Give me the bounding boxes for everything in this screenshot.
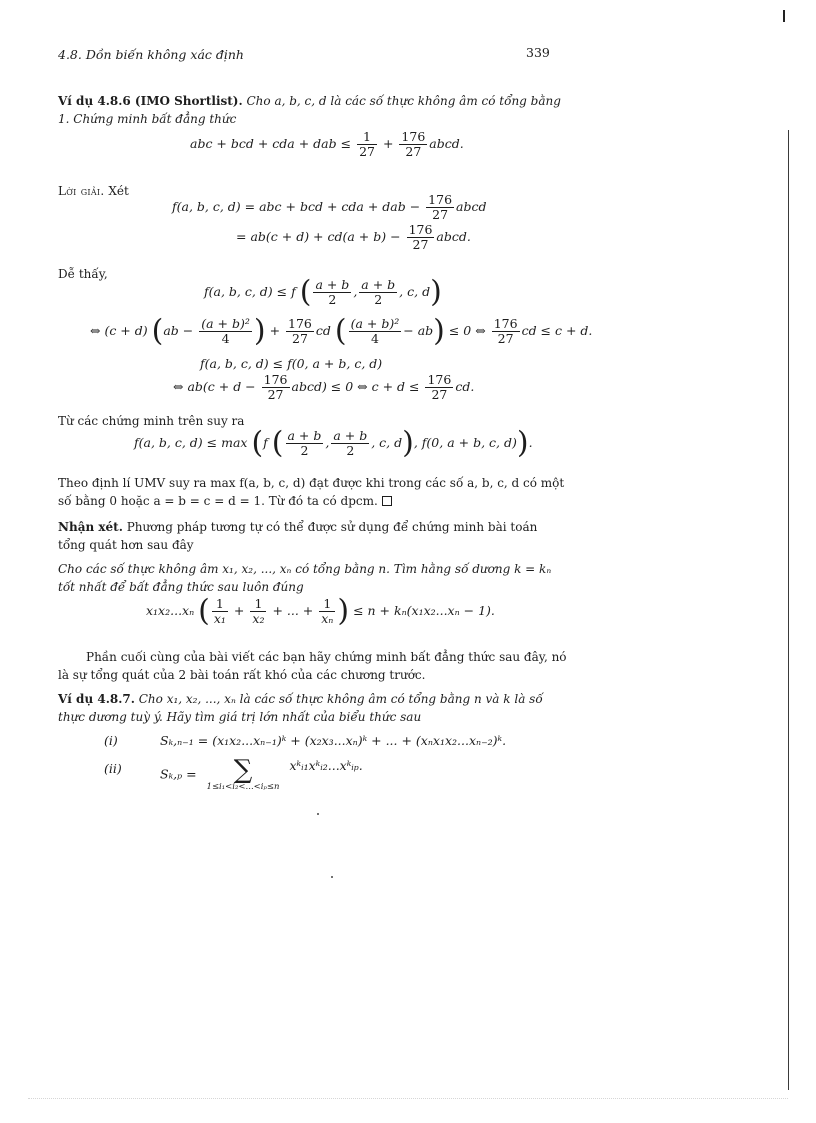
scan-speck: [317, 813, 319, 815]
general-inequality: x₁x₂...xₙ ( $\frac{1}{\text{x₁}}$ + $\frac{1}{\text{x₂}}$ + ... + $\frac{1}{\text{xₙ}}$ ) ≤ n + kₙ(x₁x₂...xₙ − 1).: [146, 593, 495, 629]
frac-den: 27: [405, 144, 422, 159]
frac-num: a + b: [287, 428, 322, 443]
remark-line1: Phương pháp tương tự có thể được sử dụng để chứng minh bài toán: [126, 520, 538, 534]
item-ii-lhs: Sₖ,ₚ =: [160, 766, 197, 782]
frac-num: 176: [401, 129, 426, 144]
solution-intro: [58, 183, 129, 200]
plus-sign: +: [269, 323, 281, 338]
f-def2-tail: abcd.: [436, 229, 471, 244]
frac-den: 2: [300, 443, 309, 458]
eqv1-zero: ≤ 0 ⇔: [448, 323, 486, 338]
frac-den: 27: [431, 387, 448, 402]
frac-den: x₁: [213, 611, 226, 626]
frac-num: a + b: [315, 277, 350, 292]
scan-speck: [331, 876, 333, 878]
eqv1-minus-ab: − ab: [403, 323, 434, 338]
example-486-line2: 1. Chứng minh bất đẳng thức: [58, 112, 237, 126]
plus-sign: +: [233, 603, 245, 618]
equivalence-2: [173, 373, 474, 402]
frac-den: 27: [292, 331, 308, 346]
item-ii-label: (ii): [104, 761, 122, 776]
general-problem-line1: Cho các số thực không âm x₁, x₂, ..., xₙ có tổng bằng n. Tìm hằng số dương k = kₙ: [58, 562, 552, 576]
item-i-expression: Sₖ,ₙ₋₁ = (x₁x₂...xₙ₋₁)ᵏ + (x₂x₃...xₙ)ᵏ + ... + (xₙx₁x₂...xₙ₋₂)ᵏ.: [160, 733, 507, 748]
frac-num: 176: [427, 372, 452, 387]
frac-den: 27: [497, 331, 514, 346]
max-inner-tail: , c, d: [371, 435, 403, 450]
summation: [206, 755, 280, 792]
frac-num: 1: [357, 130, 377, 145]
eqv2-mid: abcd) ≤ 0 ⇔ c + d ≤: [291, 379, 420, 394]
example-486-line1: Cho a, b, c, d là các số thực không âm có tổng bằng: [246, 94, 561, 108]
frac-num: a + b: [333, 428, 368, 443]
example-487-line2: thực dương tuỳ ý. Hãy tìm giá trị lớn nhất của biểu thức sau: [58, 710, 422, 724]
frac-num: a + b: [361, 277, 396, 292]
right-margin-rule: [788, 130, 789, 1090]
dots-plus: + ... +: [272, 603, 314, 618]
example-487-label: Ví dụ 4.8.7.: [58, 692, 135, 706]
eqv1-cd: cd: [315, 323, 331, 338]
f-def-lhs: f(a, b, c, d) = abc + bcd + cda + dab −: [172, 199, 421, 214]
equivalence-1: ⇔ (c + d) (ab − $\frac{\text{(a + b)²}}{4}$ ) + $\frac{176}{27}$ cd ( $\frac{\text{(a + b)²}}{4}$ − ab) ≤ 0 ⇔ $\frac{176}{27}$ cd ≤ c + d.: [90, 313, 593, 349]
max-tail: , f(0, a + b, c, d): [413, 435, 517, 450]
theorem-line2-text: số bằng 0 hoặc a = b = c = d = 1. Từ đó ta có dpcm.: [58, 494, 378, 508]
frac-num: 176: [288, 316, 312, 331]
page-edge-mark: [783, 10, 785, 22]
item-ii-expression: [160, 755, 363, 792]
frac-den: 27: [412, 237, 429, 252]
inequality-1: f(a, b, c, d) ≤ f ( $\frac{a + b}{2}$ , $\frac{a + b}{2}$ , c, d): [204, 274, 442, 310]
eqv1-lhs: ⇔ (c + d): [90, 323, 148, 338]
eqv1-ab: ab −: [163, 323, 194, 338]
ineq-lhs: abc + bcd + cda + dab ≤: [190, 136, 352, 151]
frac-den: 2: [374, 292, 383, 307]
inequality-2: f(a, b, c, d) ≤ f(0, a + b, c, d): [200, 356, 383, 371]
frac-den: 4: [370, 331, 379, 346]
easy-to-see: Dễ thấy,: [58, 267, 108, 281]
theorem-line2: [58, 493, 392, 510]
solution-intro-text: Xét: [108, 184, 129, 198]
frac-num: 176: [263, 372, 288, 387]
theorem-line1: Theo định lí UMV suy ra max f(a, b, c, d) đạt được khi trong các số a, b, c, d có một: [58, 476, 565, 490]
gen-lhs: x₁x₂...xₙ: [146, 603, 195, 618]
general-problem-line2: tốt nhất để bất đẳng thức sau luôn đúng: [58, 580, 304, 594]
bottom-scan-edge: [28, 1098, 788, 1099]
remark-paragraph: [58, 519, 537, 536]
remark-label: Nhận xét.: [58, 520, 123, 534]
closing-line1: Phần cuối cùng của bài viết các bạn hãy chứng minh bất đẳng thức sau đây, nó: [86, 650, 567, 664]
eqv2-tail: cd.: [455, 379, 475, 394]
frac-num: 176: [493, 316, 518, 331]
frac-den: 4: [221, 331, 230, 346]
frac-num: 176: [428, 192, 453, 207]
frac-den: 27: [432, 207, 449, 222]
remark-line2: tổng quát hơn sau đây: [58, 538, 194, 552]
max-inequality: f(a, b, c, d) ≤ max (f ( $\frac{a + b}{2}$ , $\frac{a + b}{2}$ , c, d), f(0, a + b, c, d)).: [134, 425, 533, 461]
frac-num: 1: [250, 597, 266, 612]
f-def2-lhs: = ab(c + d) + cd(a + b) −: [236, 229, 401, 244]
example-487-line1: Cho x₁, x₂, ..., xₙ là các số thực không âm có tổng bằng n và k là số: [138, 692, 543, 706]
solution-label: Lời giải.: [58, 184, 105, 198]
frac-den: xₙ: [321, 611, 334, 626]
eqv2-lhs: ⇔ ab(c + d −: [173, 379, 256, 394]
frac-den: 2: [346, 443, 355, 458]
gen-rhs: ≤ n + kₙ(x₁x₂...xₙ − 1).: [353, 603, 495, 618]
ineq-rhs: abcd.: [429, 136, 464, 151]
item-ii-term: xᵏᵢ₁xᵏᵢ₂...xᵏᵢₚ.: [289, 758, 363, 773]
sum-limits: 1≤i₁<i₂<...<iₚ≤n: [206, 782, 280, 792]
example-487-statement: [58, 691, 543, 708]
ineq1-lhs: f(a, b, c, d) ≤ f: [204, 284, 296, 299]
plus-sign: +: [382, 136, 394, 151]
page-number: 339: [526, 45, 550, 60]
item-i-label: (i): [104, 733, 118, 748]
conclusion-intro: Từ các chứng minh trên suy ra: [58, 414, 245, 428]
example-486-label: Ví dụ 4.8.6 (IMO Shortlist).: [58, 94, 243, 108]
qed-square-icon: [382, 496, 392, 506]
example-486-inequality: [190, 130, 464, 159]
max-lhs: f(a, b, c, d) ≤ max: [134, 435, 248, 450]
ineq1-tail: , c, d: [399, 284, 431, 299]
frac-num: 1: [212, 597, 228, 612]
example-486-statement: [58, 93, 561, 110]
f-definition-line1: [172, 193, 487, 222]
frac-num: 1: [319, 597, 335, 612]
closing-line2: là sự tổng quát của 2 bài toán rất khó của các chương trước.: [58, 668, 426, 682]
frac-den: 2: [328, 292, 337, 307]
frac-den: 27: [267, 387, 284, 402]
sum-sign: ∑: [233, 755, 253, 785]
frac-num: (a + b)²: [201, 316, 250, 331]
frac-num: 176: [408, 222, 433, 237]
eqv1-tail: cd ≤ c + d.: [521, 323, 593, 338]
comma: ,: [325, 435, 330, 450]
frac-den: 27: [359, 144, 375, 159]
frac-num: (a + b)²: [350, 316, 400, 331]
frac-den: x₂: [252, 611, 265, 626]
f-def-tail: abcd: [456, 199, 487, 214]
f-definition-line2: [236, 223, 471, 252]
running-header-title: 4.8. Dồn biến không xác định: [58, 47, 244, 62]
comma: ,: [353, 284, 358, 299]
